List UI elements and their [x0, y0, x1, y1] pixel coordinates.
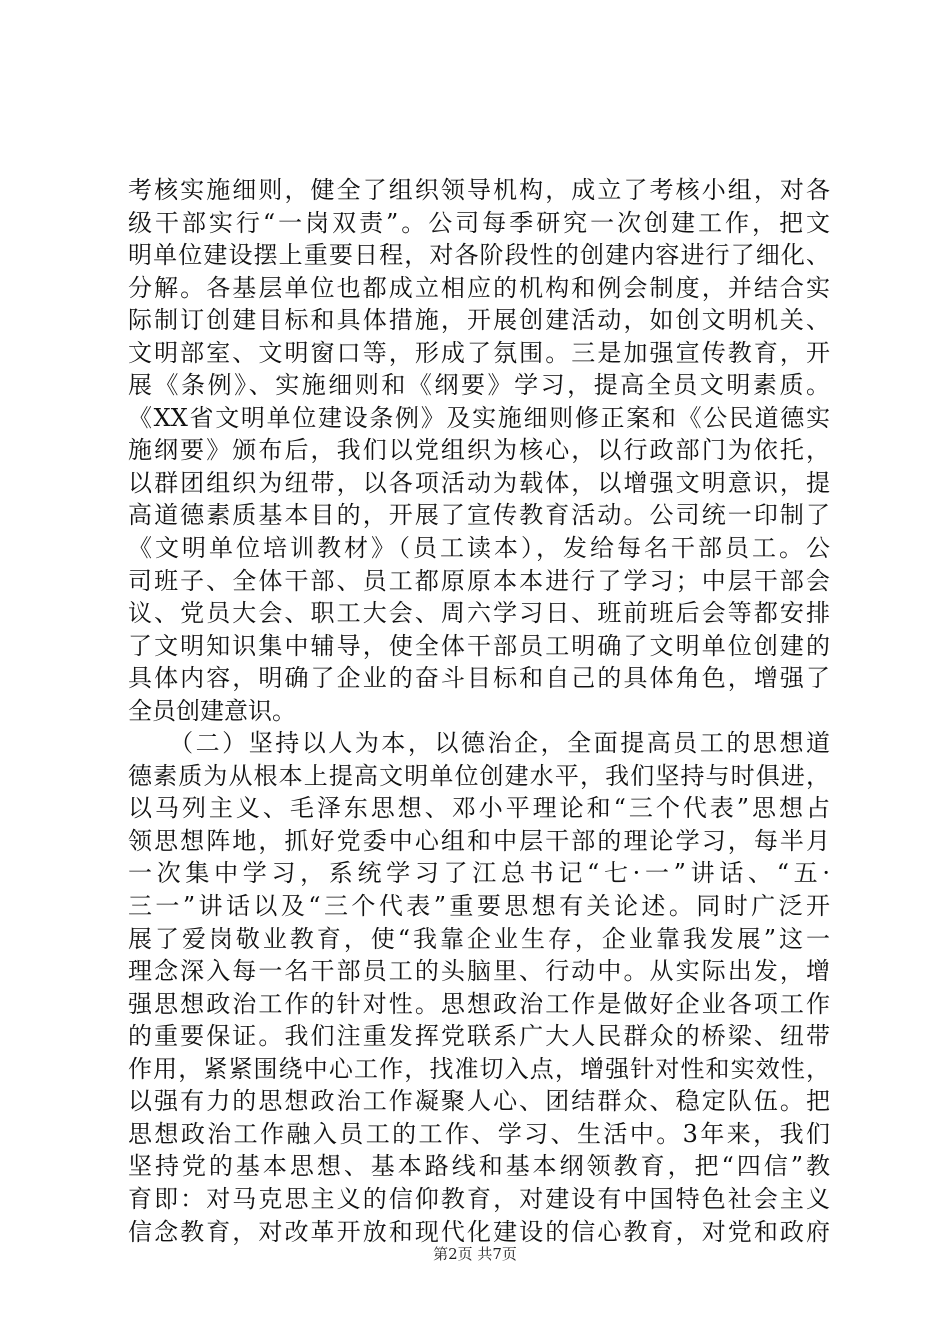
body-text	[128, 174, 830, 1248]
text-line: 施纲要》颁布后，我们以党组织为核心，以行政部门为依托，	[128, 436, 830, 465]
text-line: 思想政治工作融入员工的工作、学习、生活中。3年来，我们	[128, 1119, 830, 1148]
text-line: 级干部实行“一岗双责”。公司每季研究一次创建工作，把文	[128, 208, 830, 237]
text-line: 司班子、全体干部、员工都原原本本进行了学习；中层干部会	[128, 566, 830, 595]
text-line: 作用，紧紧围绕中心工作，找准切入点，增强针对性和实效性，	[128, 1054, 830, 1083]
text-line: 文明部室、文明窗口等，形成了氛围。三是加强宣传教育，开	[128, 338, 830, 367]
page-number: 第2页 共7页	[433, 1245, 517, 1263]
text-line: 展《条例》、实施细则和《纲要》学习，提高全员文明素质。	[128, 371, 830, 400]
text-line: 展了爱岗敬业教育，使“我靠企业生存，企业靠我发展”这一	[128, 924, 830, 953]
text-line: 高道德素质基本目的，开展了宣传教育活动。公司统一印制了	[128, 501, 830, 530]
text-line: 育即：对马克思主义的信仰教育，对建设有中国特色社会主义	[128, 1184, 830, 1213]
text-line: 明单位建设摆上重要日程，对各阶段性的创建内容进行了细化、	[128, 241, 830, 270]
paragraph-end-line: 全员创建意识。	[128, 696, 296, 725]
text-line: 坚持党的基本思想、基本路线和基本纲领教育，把“四信”教	[128, 1152, 830, 1181]
text-line: 议、党员大会、职工大会、周六学习日、班前班后会等都安排	[128, 599, 830, 628]
text-line: 际制订创建目标和具体措施，开展创建活动，如创文明机关、	[128, 306, 830, 335]
text-line: 以群团组织为纽带，以各项活动为载体，以增强文明意识，提	[128, 468, 830, 497]
page-footer	[0, 1244, 950, 1264]
text-line: 理念深入每一名干部员工的头脑里、行动中。从实际出发，增	[128, 957, 830, 986]
text-line: 具体内容，明确了企业的奋斗目标和自己的具体角色，增强了	[128, 664, 830, 693]
text-line: 《文明单位培训教材》（员工读本），发给每名干部员工。公	[128, 534, 830, 563]
text-line: 分解。各基层单位也都成立相应的机构和例会制度，并结合实	[128, 273, 830, 302]
text-line: 的重要保证。我们注重发挥党联系广大人民群众的桥梁、纽带	[128, 1022, 830, 1051]
text-line: 强思想政治工作的针对性。思想政治工作是做好企业各项工作	[128, 989, 830, 1018]
text-line: 领思想阵地，抓好党委中心组和中层干部的理论学习，每半月	[128, 826, 830, 855]
text-line: 信念教育，对改革开放和现代化建设的信心教育，对党和政府	[128, 1217, 830, 1246]
text-line: 德素质为从根本上提高文明单位创建水平，我们坚持与时俱进，	[128, 761, 830, 790]
text-line: 考核实施细则，健全了组织领导机构，成立了考核小组，对各	[128, 176, 830, 204]
text-line: 《XX省文明单位建设条例》及实施细则修正案和《公民道德实	[128, 403, 830, 432]
text-line: 了文明知识集中辅导，使全体干部员工明确了文明单位创建的	[128, 631, 830, 660]
text-line: 一次集中学习，系统学习了江总书记“七·一”讲话、“五·	[128, 859, 830, 888]
text-line: 三一”讲话以及“三个代表”重要思想有关论述。同时广泛开	[128, 892, 830, 921]
text-line: 以马列主义、毛泽东思想、邓小平理论和“三个代表”思想占	[128, 794, 830, 823]
text-line: 以强有力的思想政治工作凝聚人心、团结群众、稳定队伍。把	[128, 1087, 830, 1116]
paragraph-start-line: （二）坚持以人为本，以德治企，全面提高员工的思想道	[128, 729, 830, 758]
